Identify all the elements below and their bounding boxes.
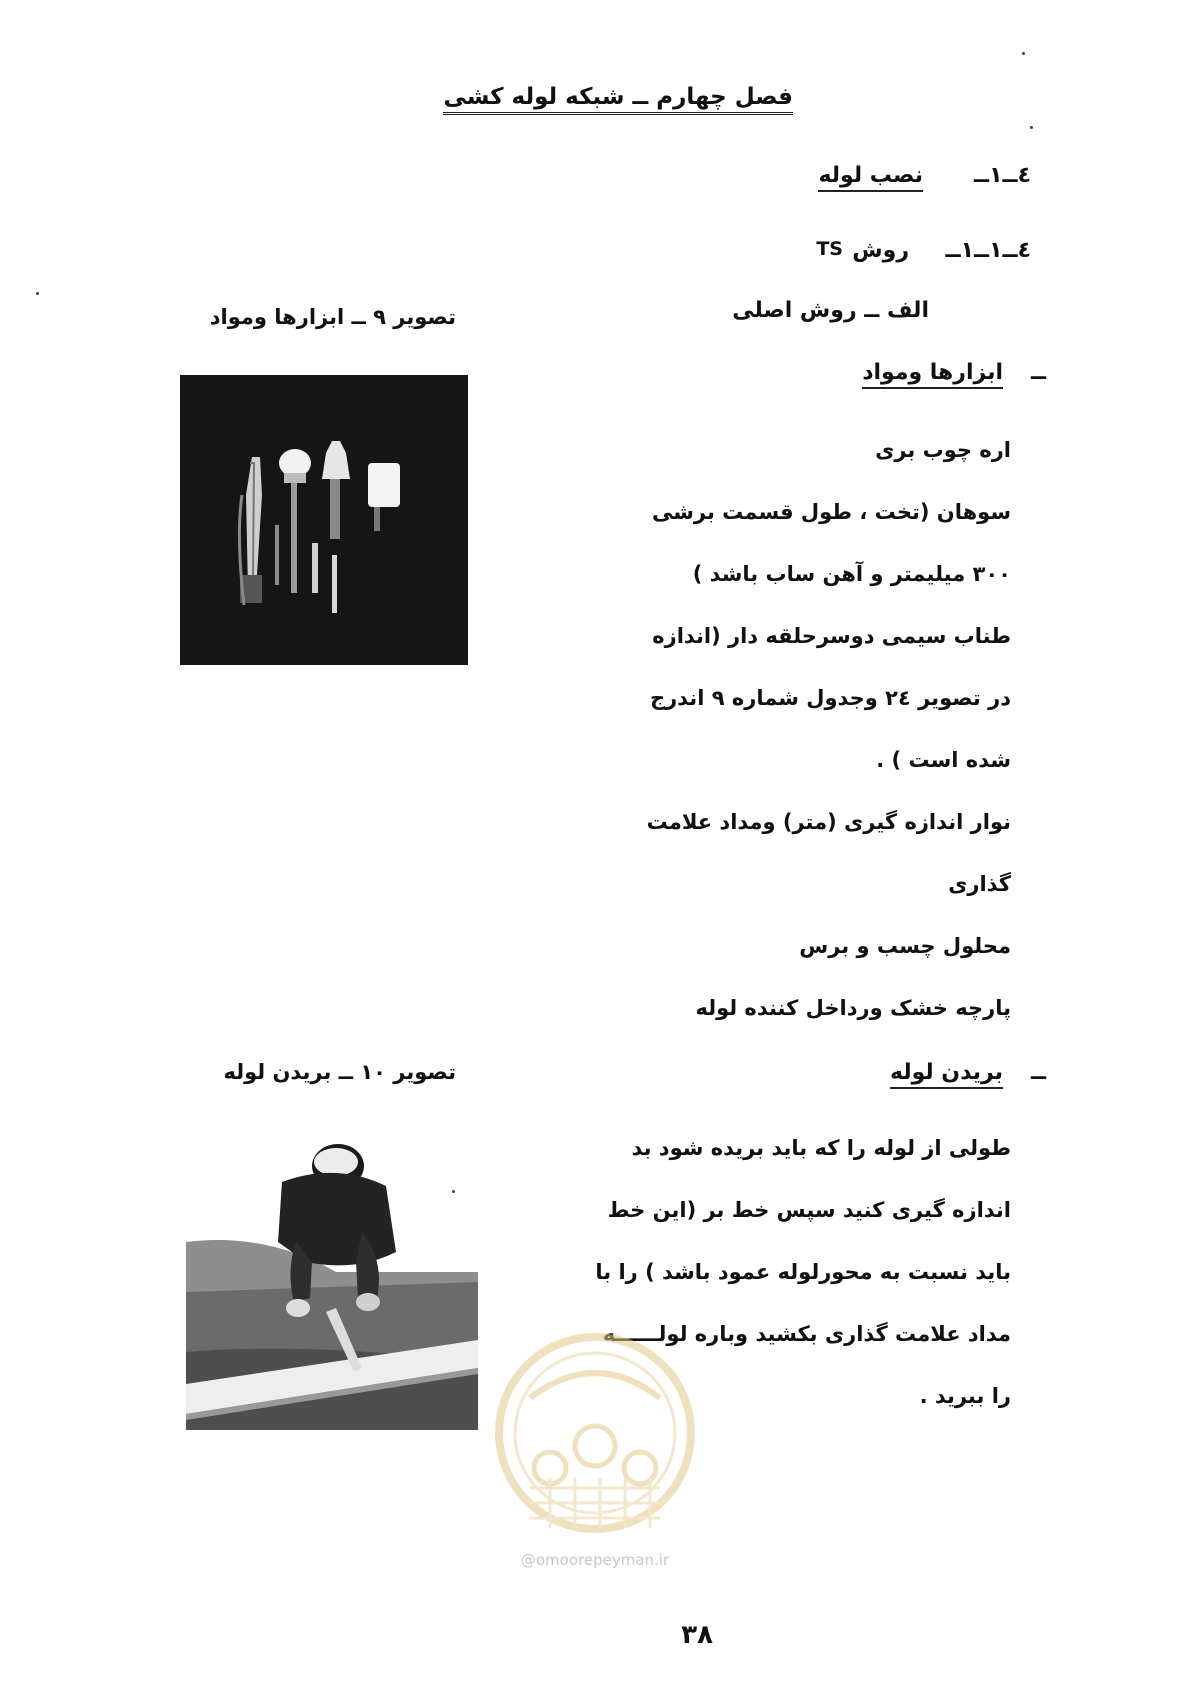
scan-speck <box>452 1190 455 1193</box>
figure10-caption: تصویر ١٠ ــ بریدن لوله <box>223 1060 456 1084</box>
section-number: ٤ــ١ــ <box>974 163 1031 188</box>
scan-speck <box>36 292 39 295</box>
tools-line: در تصویر ٢٤ وجدول شماره ٩ اندرج <box>649 686 1011 710</box>
tools-line: سوهان (تخت ، طول قسمت برشی <box>651 500 1011 524</box>
tools-line: نوار اندازه گیری (متر) ومداد علامت <box>646 810 1011 834</box>
tools-line: پارچه خشک ورداخل کننده لوله <box>695 996 1011 1020</box>
cutting-line: طولی از لوله را که باید بریده شود بد <box>631 1136 1011 1160</box>
subsection-label: روش <box>852 238 909 263</box>
section-title: نصب لوله <box>818 163 923 192</box>
tools-line: اره چوب بری <box>875 438 1011 462</box>
pipe-cutting-photo <box>186 1122 478 1430</box>
page-number: ٣٨ <box>681 1620 713 1650</box>
tools-line: طناب سیمی دوسرحلقه دار (اندازه <box>652 624 1011 648</box>
watermark-url: @omoorepeyman.ir <box>520 1551 670 1569</box>
cutting-heading-title: بریدن لوله <box>890 1060 1003 1089</box>
scan-speck <box>1022 52 1025 55</box>
subsection-number: ٤ــ١ــ١ــ <box>945 238 1031 263</box>
cutting-line: اندازه گیری کنید سپس خط بر (این خط <box>607 1198 1011 1222</box>
tools-line: گذاری <box>948 872 1011 896</box>
subsection-code: TS <box>816 238 843 260</box>
tools-line: محلول چسب و برس <box>799 934 1011 958</box>
tools-photo <box>180 375 468 665</box>
cutting-line: باید نسبت به محورلوله عمود باشد ) را با <box>595 1260 1011 1284</box>
tools-heading-dash: ــ <box>1030 360 1046 385</box>
cutting-line: را ببرید . <box>919 1384 1011 1408</box>
subheading-alef: الف ــ روش اصلی <box>732 298 929 323</box>
cutting-line: مداد علامت گذاری بکشید وباره لولــــــه <box>602 1322 1011 1346</box>
tools-heading-title: ابزارها ومواد <box>862 360 1003 389</box>
scan-speck <box>1030 126 1033 129</box>
tools-line: شده است ) . <box>876 748 1011 772</box>
cutting-heading-dash: ــ <box>1030 1060 1046 1085</box>
watermark-logo <box>490 1328 700 1578</box>
tools-line: ٣٠٠ میلیمتر و آهن ساب باشد ) <box>692 562 1011 586</box>
figure9-caption: تصویر ٩ ــ ابزارها ومواد <box>209 305 456 329</box>
chapter-title: فصل چهارم ــ شبکه لوله کشی <box>443 84 793 115</box>
